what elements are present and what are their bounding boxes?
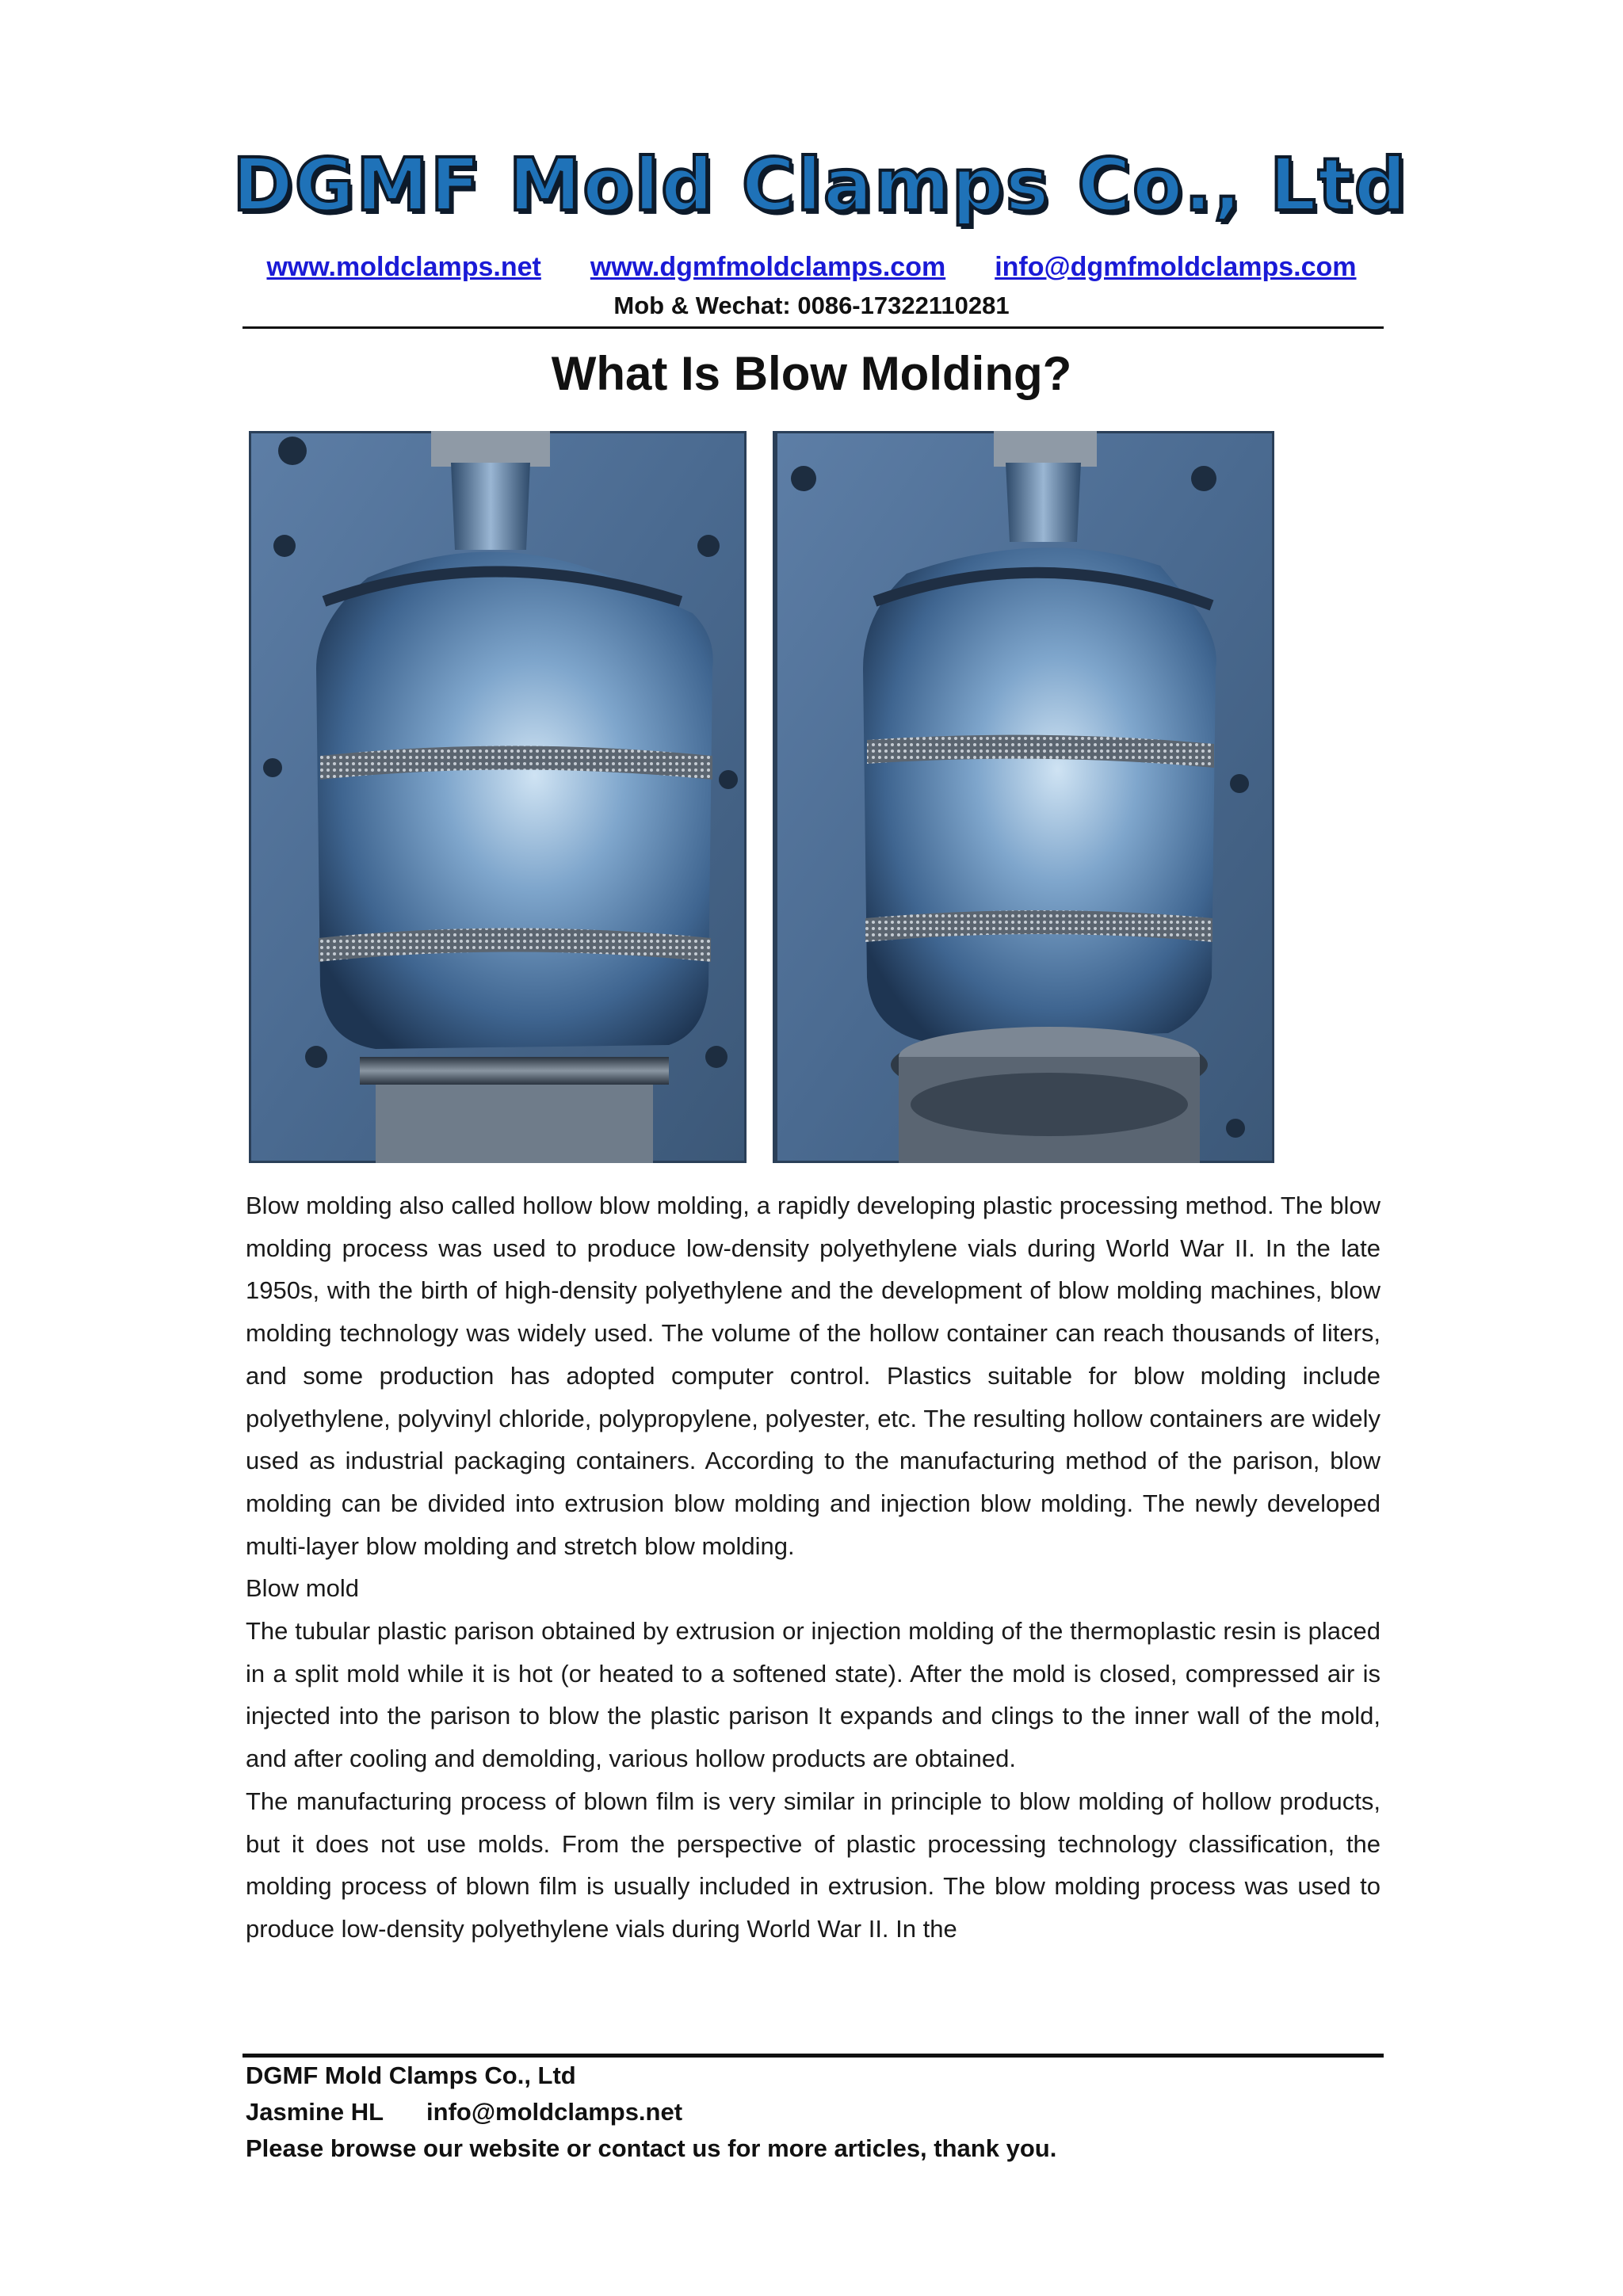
- header-links: [0, 252, 1623, 283]
- company-logo: [232, 141, 1408, 228]
- logo-text: DGMF Mold Clamps Co., Ltd: [232, 142, 1408, 227]
- footer-company: DGMF Mold Clamps Co., Ltd: [246, 2061, 576, 2089]
- right-mold-half: [775, 431, 1274, 1163]
- blow-mold-photo: [249, 431, 1274, 1163]
- footer-note: Please browse our website or contact us for more articles, thank you.: [246, 2134, 1057, 2162]
- link-moldclamps[interactable]: www.moldclamps.net: [266, 252, 541, 282]
- footer-email: info@moldclamps.net: [426, 2098, 683, 2126]
- page-footer: [246, 2058, 1056, 2167]
- footer-name: Jasmine HL: [246, 2098, 384, 2126]
- paragraph-process: The tubular plastic parison obtained by extrusion or injection molding of the thermoplastic resin is placed in a split mold while it is hot (or heated to a softened state). After the mold is closed, compressed air is injected into the parison to blow the plastic parison It expands and clings to the inner wall of the mold, and after cooling and demolding, various hollow products are obtained.: [246, 1617, 1381, 1773]
- subheading-blow-mold: Blow mold: [246, 1574, 359, 1603]
- left-mold-half: [249, 431, 747, 1163]
- header-divider: [242, 326, 1384, 329]
- page-title: What Is Blow Molding?: [551, 347, 1072, 400]
- contact-phone: Mob & Wechat: 0086-17322110281: [613, 292, 1010, 319]
- link-dgmfmoldclamps[interactable]: www.dgmfmoldclamps.com: [590, 252, 946, 282]
- footer-contact: [246, 2094, 1056, 2130]
- paragraph-intro: Blow molding also called hollow blow molding, a rapidly developing plastic processing method. The blow molding process was used to produce low-density polyethylene vials during World War II. In the late 1950s, with the birth of high-density polyethylene and the development of blow molding machines, blow molding technology was widely used. The volume of the hollow container can reach thousands of liters, and some production has adopted computer control. Plastics suitable for blow molding include polyethylene, polyvinyl chloride, polypropylene, polyester, etc. The resulting hollow containers are widely used as industrial packaging containers. According to the manufacturing method of the parison, blow molding can be divided into extrusion blow molding and injection blow molding. The newly developed multi-layer blow molding and stretch blow molding.: [246, 1192, 1381, 1560]
- paragraph-blown-film: The manufacturing process of blown film is very similar in principle to blow molding of hollow products, but it does not use molds. From the perspective of plastic processing technology classification, the molding process of blown film is usually included in extrusion. The blow molding process was used to produce low-density polyethylene vials during World War II. In the: [246, 1787, 1381, 1943]
- link-email[interactable]: info@dgmfmoldclamps.com: [995, 252, 1357, 282]
- article-body: [246, 1184, 1381, 1951]
- blow-mold-illustration: [249, 431, 1274, 1163]
